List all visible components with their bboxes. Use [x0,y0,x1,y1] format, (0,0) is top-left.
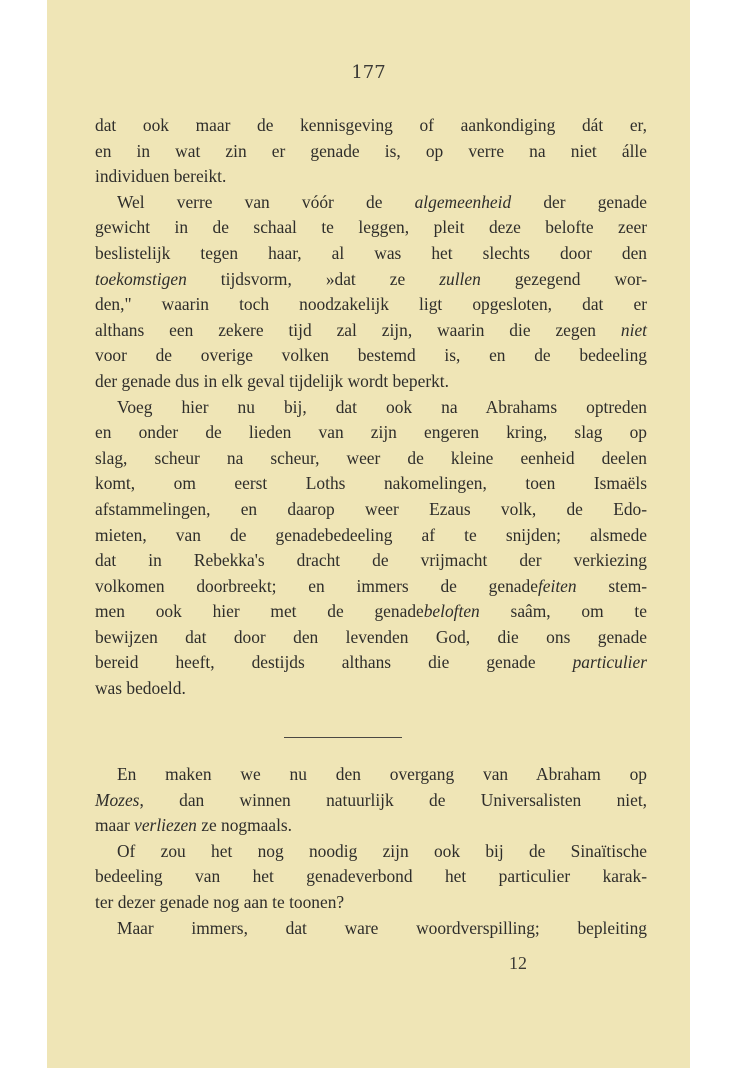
text-line [95,267,647,293]
text-line [95,343,647,369]
text-line [95,318,647,344]
text-run: afstammelingen, en daarop weer Ezaus volk, de Edo- [95,498,647,519]
italic-run: algemeenheid [414,191,512,212]
text-line [95,139,647,165]
text-run: Voeg hier nu bij, dat ook na Abrahams optreden [117,396,647,417]
text-run: maar [95,815,135,836]
text-run: voor de overige volken bestemd is, en de bedeeling [95,345,647,366]
text-line [95,497,647,523]
text-run: althans een zekere tijd zal zijn, waarin die zegen [95,319,621,340]
text-line [95,523,647,549]
text-line [95,676,647,702]
text-line [95,890,647,916]
paragraph [95,113,647,190]
text-run: Wel verre van vóór de [117,191,415,212]
text-run: bedeeling van het genadeverbond het particulier karak- [95,866,647,887]
signature-mark: 12 [509,953,527,973]
text-line [95,471,647,497]
text-run: en in wat zin er genade is, op verre na niet álle [95,140,647,161]
text-line [95,215,647,241]
section-divider [284,737,402,738]
text-run: stem- [576,575,648,596]
text-line [95,864,647,890]
italic-run: Mozes [95,789,140,810]
text-line [95,113,647,139]
text-line [95,369,647,395]
text-line [95,164,647,190]
text-run: der genade dus in elk geval tijdelijk wordt beperkt. [95,370,449,391]
text-run: men ook hier met de genade [95,601,424,622]
text-run: gezegend wor- [480,268,647,289]
italic-run: particulier [572,652,647,673]
text-line [95,625,647,651]
text-run: En maken we nu den overgang van Abraham op [117,764,647,784]
italic-run: verliezen [134,815,197,836]
text-run: mieten, van de genadebedeeling af te snijden; alsmede [95,524,647,545]
text-line [95,839,647,865]
italic-run: toekomstigen [95,268,187,289]
text-run: Maar immers, dat ware woordverspilling; bepleiting [117,917,647,938]
text-line [95,574,647,600]
text-run: volkomen doorbreekt; en immers de genade [95,575,538,596]
text-run: komt, om eerst Loths nakomelingen, toen Ismaëls [95,473,647,494]
text-run: den," waarin toch noodzakelijk ligt opgesloten, dat er [95,294,647,315]
text-run: bewijzen dat door den levenden God, die ons genade [95,626,647,647]
paragraph [95,916,647,942]
text-run: was bedoeld. [95,678,186,699]
text-run: ze nogmaals. [196,815,293,836]
italic-run: zullen [439,268,481,289]
text-line [95,788,647,814]
text-line [95,762,647,788]
text-run: gewicht in de schaal te leggen, pleit deze belofte zeer [95,217,647,238]
paragraph [95,190,647,395]
text-run: der genade [511,191,647,212]
text-line [95,916,647,942]
paragraph [95,395,647,702]
italic-run: beloften [423,601,480,622]
text-line [95,420,647,446]
text-line [95,650,647,676]
italic-run: feiten [537,575,577,596]
text-run: slag, scheur na scheur, weer de kleine eenheid deelen [95,447,647,468]
text-line [95,190,647,216]
text-run: tijdsvorm, »dat ze [186,268,440,289]
text-line [95,813,647,839]
text-run: en onder de lieden van zijn engeren kring, slag op [95,422,647,443]
text-line [95,599,647,625]
italic-run: niet [620,319,647,340]
text-run: individuen bereikt. [95,166,227,187]
text-run: dat ook maar de kennisgeving of aankondiging dát er, [95,115,647,135]
text-line [95,548,647,574]
text-run: Of zou het nog noodig zijn ook bij de Sinaïtische [117,840,647,861]
text-line [95,241,647,267]
text-run: , dan winnen natuurlijk de Universalisten niet, [139,789,647,810]
paragraph [95,839,647,916]
text-line [95,446,647,472]
text-block-bottom [95,762,647,941]
text-run: beslistelijk tegen haar, al was het slechts door den [95,242,647,263]
page-number: 177 [351,62,386,83]
text-run: ter dezer genade nog aan te toonen? [95,891,345,912]
book-page [47,0,690,1068]
text-line [95,292,647,318]
text-run: dat in Rebekka's dracht de vrijmacht der verkiezing [95,550,647,571]
text-block-top [95,113,647,702]
text-line [95,395,647,421]
text-run: saâm, om te [479,601,647,622]
paragraph [95,762,647,839]
text-run: bereid heeft, destijds althans die genade [95,652,573,673]
